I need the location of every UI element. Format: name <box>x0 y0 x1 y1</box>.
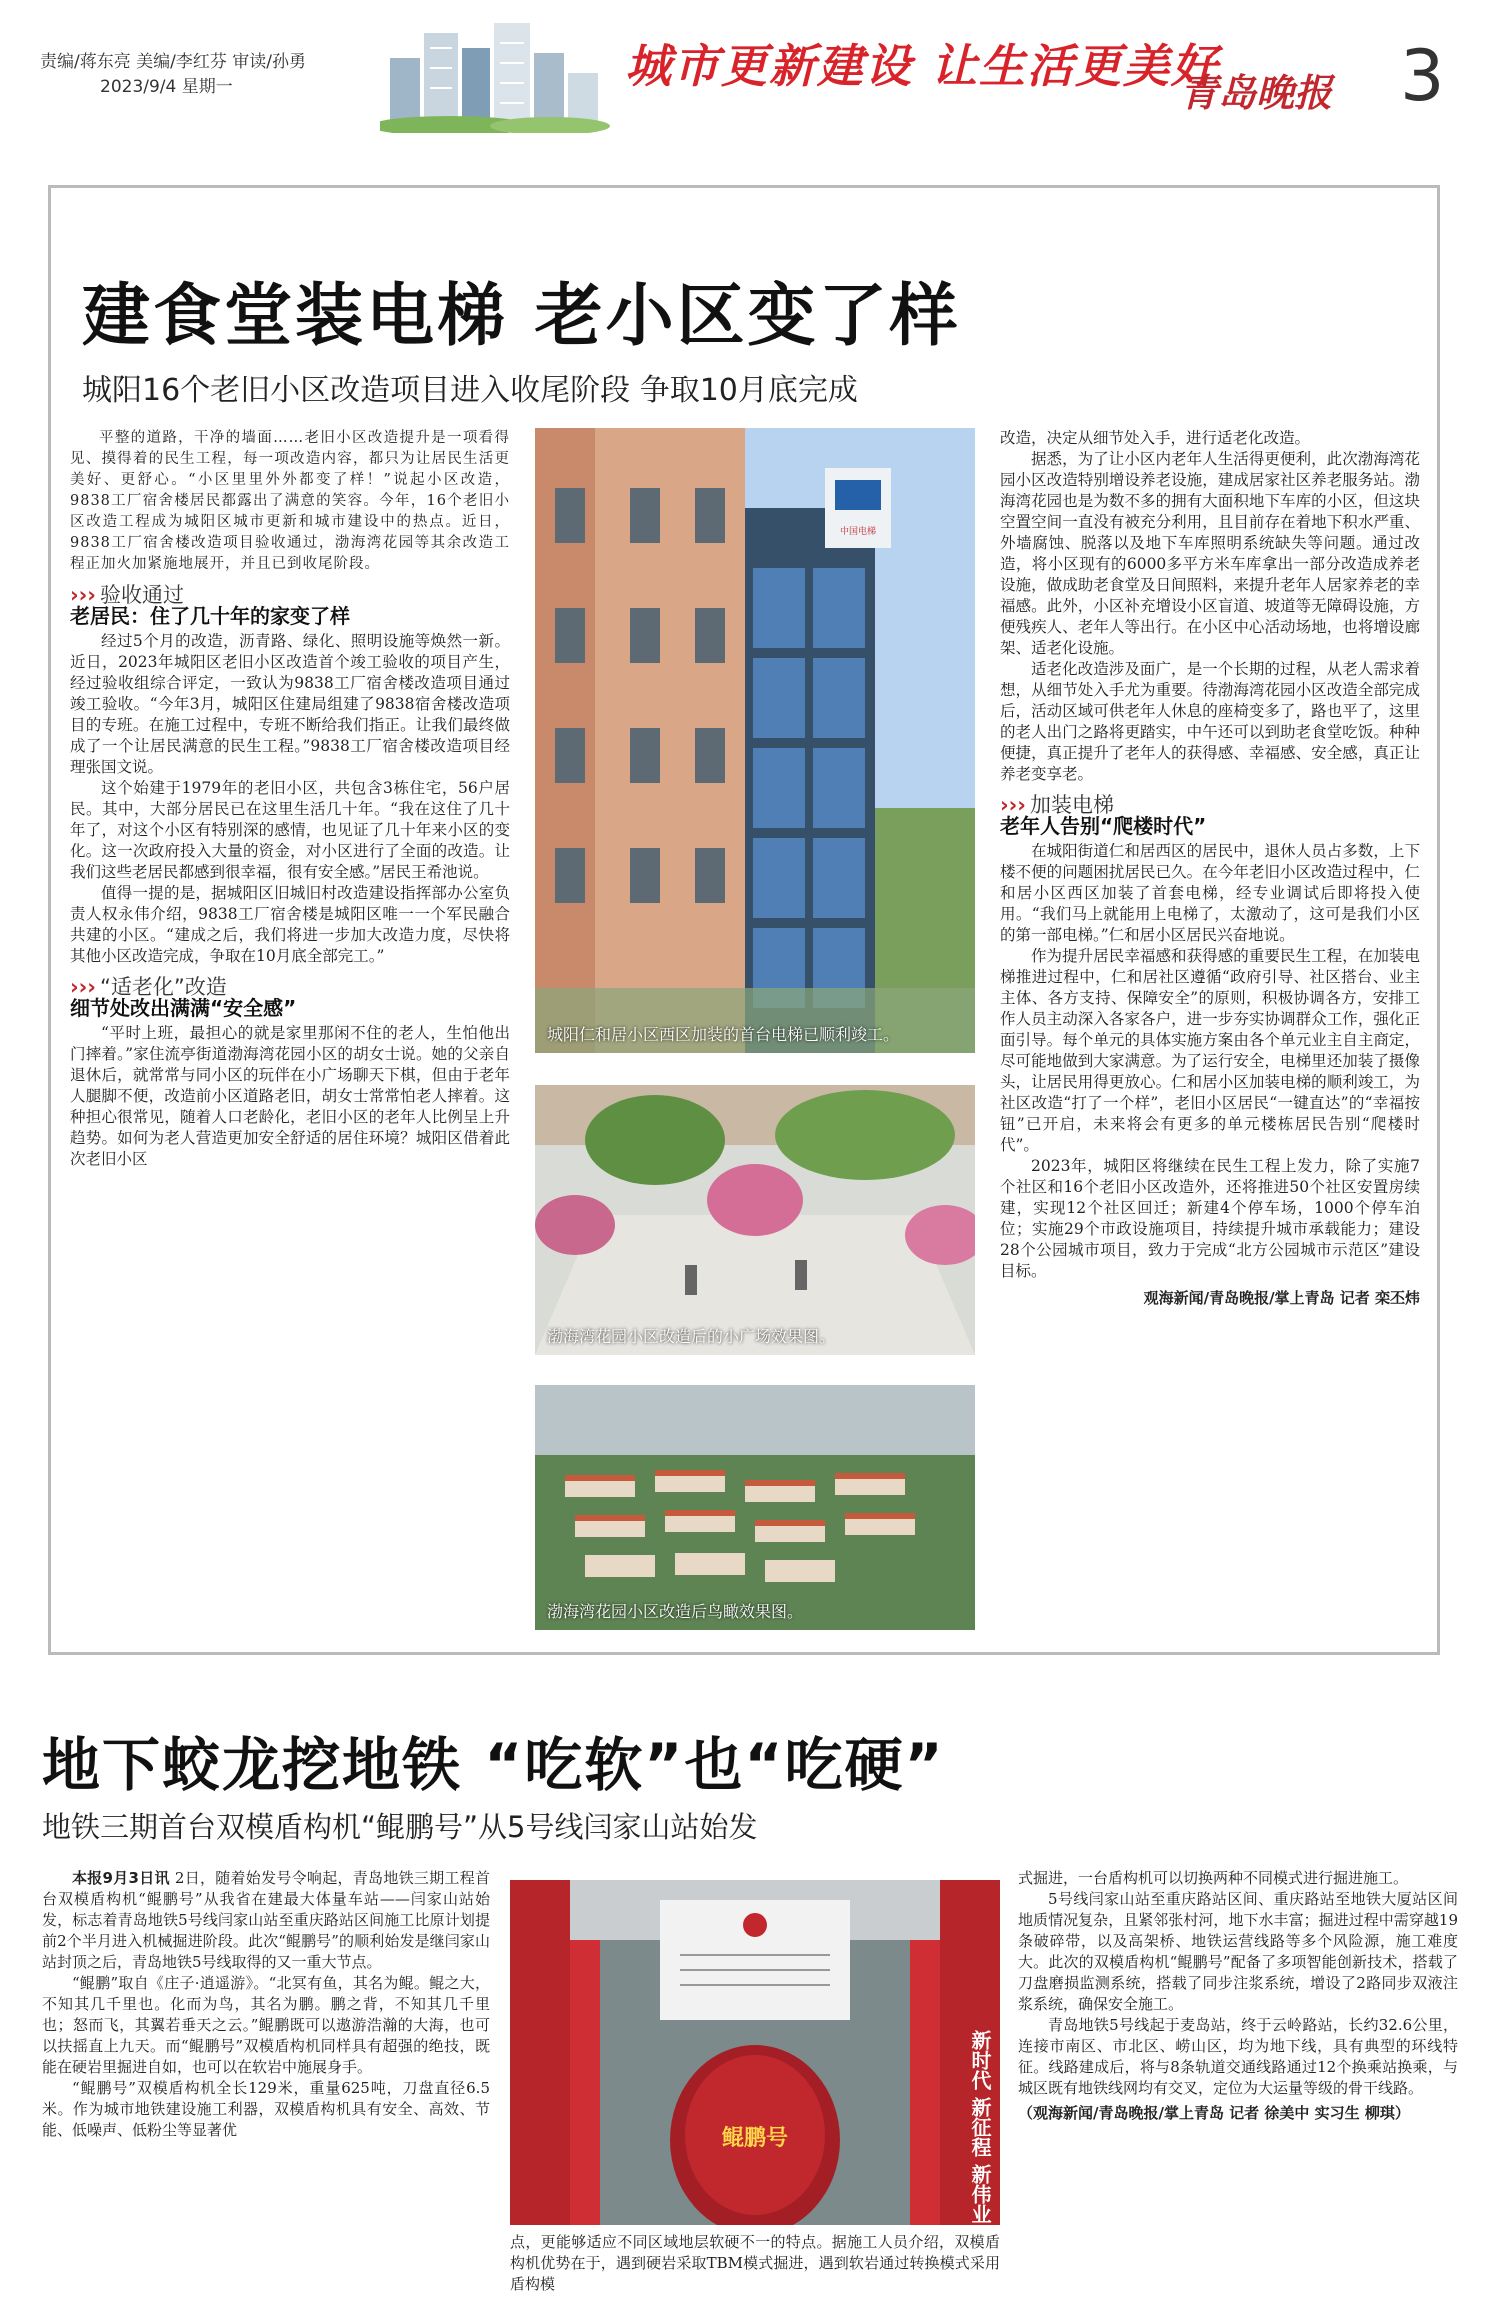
story1-byline: 观海新闻/青岛晚报/掌上青岛 记者 栾丕炜 <box>1143 1289 1420 1307</box>
story1-headline: 建食堂装电梯 老小区变了样 <box>82 277 961 356</box>
paragraph: 适老化改造涉及面广，是一个长期的过程，从老人需求着想，从细节处入手尤为重要。待渤海湾花园小区改造全部完成后，活动区域可供老年人休息的座椅变多了，路也平了，这里的老人出门之路将更踏实，中午还可以到助老食堂吃饭。种种便捷，真正提升了老年人的获得感、幸福感、安全感，真正让养老变享老。 <box>1000 660 1420 783</box>
section-kicker: 验收通过 <box>99 583 184 607</box>
paragraph: “鲲鹏”取自《庄子·逍遥游》。“北冥有鱼，其名为鲲。鲲之大，不知其几千里也。化而为鸟，其名为鹏。鹏之背，不知其几千里也；怒而飞，其翼若垂天之云。”鲲鹏既可以遨游浩瀚的大海，也可以扶摇直上九天。而“鲲鹏号”双模盾构机同样具有超强的绝技，既能在硬岩里掘进自如，也可以在软岩中施展身手。 <box>42 1974 490 2076</box>
story2-middle-column <box>510 2232 1000 2295</box>
newspaper-logo: 青岛晚报 <box>1180 70 1333 115</box>
story1-left-column <box>70 428 510 1170</box>
chevrons-icon: ››› <box>70 975 96 999</box>
story2-subhead: 地铁三期首台双模盾构机“鲲鹏号”从5号线闫家山站始发 <box>42 1810 758 1844</box>
paragraph: 据悉，为了让小区内老年人生活得更便利，此次渤海湾花园小区改造特别增设养老设施，建成居家社区养老服务站。渤海湾花园也是为数不多的拥有大面积地下车库的小区，但这块空置空间一直没有被充分利用，且目前存在着地下积水严重、外墙腐蚀、脱落以及地下车库照明系统缺失等问题。通过改造，将小区现有的6000多平方米车库拿出一部分改造成养老设施，做成助老食堂及日间照料，来提升老年人居家养老的幸福感。此外，小区补充增设小区盲道、坡道等无障碍设施，方便残疾人、老年人等出行。在小区中心活动场地，也将增设廊架、适老化设施。 <box>1000 450 1420 657</box>
story1-right-column <box>1000 428 1420 1309</box>
elevator-brand-logo: 中国电梯 <box>839 527 877 537</box>
section-heading-1 <box>70 585 510 627</box>
section-kicker: “适老化”改造 <box>99 975 227 999</box>
dateline: 本报9月3日讯 <box>72 1869 170 1887</box>
tbm-photo-art <box>510 1880 1000 2225</box>
paragraph: 5号线闫家山站至重庆路站区间、重庆路站至地铁大厦站区间地质情况复杂，且紧邻张村河，地下水丰富；掘进过程中需穿越19条破碎带，以及高架桥、地铁运营线路等多个风险源，施工难度大。此次的双模盾构机“鲲鹏号”配备了多项智能创新技术，搭载了刀盘磨损监测系统，搭载了同步注浆系统，增设了2路同步双液注浆系统，确保安全施工。 <box>1018 1890 1458 2013</box>
banner-slogan: 新时代 新征程 新伟业 <box>968 2030 992 2224</box>
story2-right-column <box>1018 1868 1458 2124</box>
paragraph: 值得一提的是，据城阳区旧城旧村改造建设指挥部办公室负责人权永伟介绍，9838工厂宿舍楼是城阳区唯一一个军民融合共建的小区。“建成之后，我们将进一步加大改造力度，尽快将其他小区改造完成，争取在10月底全部完工。” <box>70 884 510 965</box>
section-title: 老居民：住了几十年的家变了样 <box>70 604 350 628</box>
paragraph: 经过5个月的改造，沥青路、绿化、照明设施等焕然一新。近日，2023年城阳区老旧小区改造首个竣工验收的项目产生，经过验收组综合评定，一致认为9838工厂宿舍楼改造项目通过竣工验收。“今年3月，城阳区住建局组建了9838宿舍楼改造项目的专班。在施工过程中，专班不断给我们指正。让我们最终做成了一个让居民满意的民生工程。”9838工厂宿舍楼改造项目经理张国文说。 <box>70 632 510 776</box>
chevrons-icon: ››› <box>70 583 96 607</box>
photo-caption: 渤海湾花园小区改造后的小广场效果图。 <box>547 1327 836 1346</box>
section-heading-2 <box>70 977 510 1019</box>
paragraph: 在城阳街道仁和居西区的居民中，退休人员占多数，上下楼不便的问题困扰居民已久。在今年老旧小区改造过程中，仁和居小区西区加装了首套电梯，经专业调试后即将投入使用。“我们马上就能用上电梯了，太激动了，这可是我们小区的第一部电梯。”仁和居小区居民兴奋地说。 <box>1000 842 1420 944</box>
paragraph: 作为提升居民幸福感和获得感的重要民生工程，在加装电梯推进过程中，仁和居社区遵循“政府引导、社区搭台、业主主体、各方支持、保障安全”的原则，积极协调各方，安排工作人员主动深入各家各户，进一步夯实协调群众工作，强化正面引导。每个单元的具体实施方案由各个单元业主自主商定，尽可能地做到大家满意。为了运行安全，电梯里还加装了摄像头，让居民用得更放心。仁和居小区加装电梯的顺利竣工，为社区改造“打了一个样”，老旧小区居民“一键直达”的“幸福按钮”已开启，未来将会有更多的单元楼栋居民告别“爬楼时代”。 <box>1000 947 1420 1154</box>
photo-caption: 城阳仁和居小区西区加装的首台电梯已顺利竣工。 <box>547 1025 900 1044</box>
paragraph: 点，更能够适应不同区域地层软硬不一的特点。据施工人员介绍，双模盾构机优势在于，遇到硬岩采取TBM模式掘进，遇到软岩通过转换模式采用盾构模 <box>510 2233 1000 2293</box>
section-heading-3 <box>1000 795 1420 837</box>
city-skyline-illustration <box>380 18 610 133</box>
elevator-photo-art <box>535 428 975 1053</box>
section-slogan: 城市更新建设 让生活更美好 <box>625 39 1220 93</box>
section-title: 老年人告别“爬楼时代” <box>1000 814 1207 838</box>
photo-plaza-rendering <box>535 1085 975 1355</box>
editor-credits: 责编/蒋东亮 美编/李红芬 审读/孙勇 <box>40 52 306 72</box>
story2-byline: （观海新闻/青岛晚报/掌上青岛 记者 徐美中 实习生 柳琪） <box>1018 2104 1410 2122</box>
plaza-rendering-art <box>535 1085 975 1355</box>
paragraph: 青岛地铁5号线起于麦岛站，终于云岭路站，长约32.6公里，连接市南区、市北区、崂山区，均为地下线，具有典型的环线特征。线路建成后，将与8条轨道交通线路通过12个换乘站换乘，与城区既有地铁线网均有交叉，定位为大运量等级的骨干线路。 <box>1018 2016 1458 2097</box>
section-title: 细节处改出满满“安全感” <box>70 996 297 1020</box>
paragraph: 式掘进，一台盾构机可以切换两种不同模式进行掘进施工。 <box>1018 1869 1409 1887</box>
story2-left-column <box>42 1868 490 2141</box>
story1-subhead: 城阳16个老旧小区改造项目进入收尾阶段 争取10月底完成 <box>82 373 858 408</box>
story1-intro: 平整的道路，干净的墙面……老旧小区改造提升是一项看得见、摸得着的民生工程，每一项改造内容，都只为让居民生活更美好、更舒心。“小区里里外外都变了样！”说起小区改造，9838工厂宿舍楼居民都露出了满意的笑容。今年，16个老旧小区改造工程成为城阳区城市更新和城市建设中的热点。近日，9838工厂宿舍楼改造项目验收通过，渤海湾花园等其余改造工程正加火加紧施地展开，并且已到收尾阶段。 <box>70 430 510 572</box>
chevrons-icon: ››› <box>1000 793 1026 817</box>
photo-elevator <box>535 428 975 1053</box>
masthead-meta <box>40 50 306 100</box>
paragraph: “鲲鹏号”双模盾构机全长129米，重量625吨，刀盘直径6.5米。作为城市地铁建设施工利器，双模盾构机具有安全、高效、节能、低噪声、低粉尘等显著优 <box>42 2079 490 2139</box>
photo-caption: 渤海湾花园小区改造后鸟瞰效果图。 <box>547 1602 804 1621</box>
paragraph: “平时上班，最担心的就是家里那闲不住的老人，生怕他出门摔着。”家住流亭街道渤海湾花园小区的胡女士说。她的父亲自退休后，就常常与同小区的玩伴在小广场聊天下棋，但由于老年人腿脚不便，改造前小区道路老旧，胡女士常常怕老人摔着。这种担心很常见，随着人口老龄化，老旧小区的老年人比例呈上升趋势。如何为老人营造更加安全舒适的居住环境？城阳区借着此次老旧小区 <box>70 1024 510 1168</box>
machine-name-label: 鲲鹏号 <box>721 2126 789 2151</box>
photo-tunnel-boring-machine <box>510 1880 1000 2225</box>
story2-headline: 地下蛟龙挖地铁 “吃软”也“吃硬” <box>42 1731 945 1799</box>
section-kicker: 加装电梯 <box>1029 793 1114 817</box>
paragraph: 这个始建于1979年的老旧小区，共包含3栋住宅，56户居民。其中，大部分居民已在这里生活几十年。“我在这住了几十年了，对这个小区有特别深的感情，也见证了几十年来小区的变化。这一次政府投入大量的资金，对小区进行了全面的改造。让我们这些老居民都感到很幸福，很有安全感。”居民王希池说。 <box>70 779 510 881</box>
aerial-view-art <box>535 1385 975 1630</box>
paragraph: 改造，决定从细节处入手，进行适老化改造。 <box>1000 429 1311 447</box>
photo-aerial-view <box>535 1385 975 1630</box>
paragraph: 2日，随着始发号令响起，青岛地铁三期工程首台双模盾构机“鲲鹏号”从我省在建最大体量车站——闫家山站始发，标志着青岛地铁5号线闫家山站至重庆路站区间施工比原计划提前2个半月进入机械掘进阶段。此次“鲲鹏号”的顺利始发是继闫家山站封顶之后，青岛地铁5号线取得的又一重大节点。 <box>42 1869 490 1971</box>
issue-date: 2023/9/4 星期一 <box>100 77 233 97</box>
page-number: 3 <box>1400 35 1445 117</box>
paragraph: 2023年，城阳区将继续在民生工程上发力，除了实施7个社区和16个老旧小区改造外，还将推进50个社区安置房续建，实现12个社区回迁；新建4个停车场，1000个停车泊位；实施29个市政设施项目，持续提升城市承载能力；建设28个公园城市项目，致力于完成“北方公园城市示范区”建设目标。 <box>1000 1157 1420 1280</box>
